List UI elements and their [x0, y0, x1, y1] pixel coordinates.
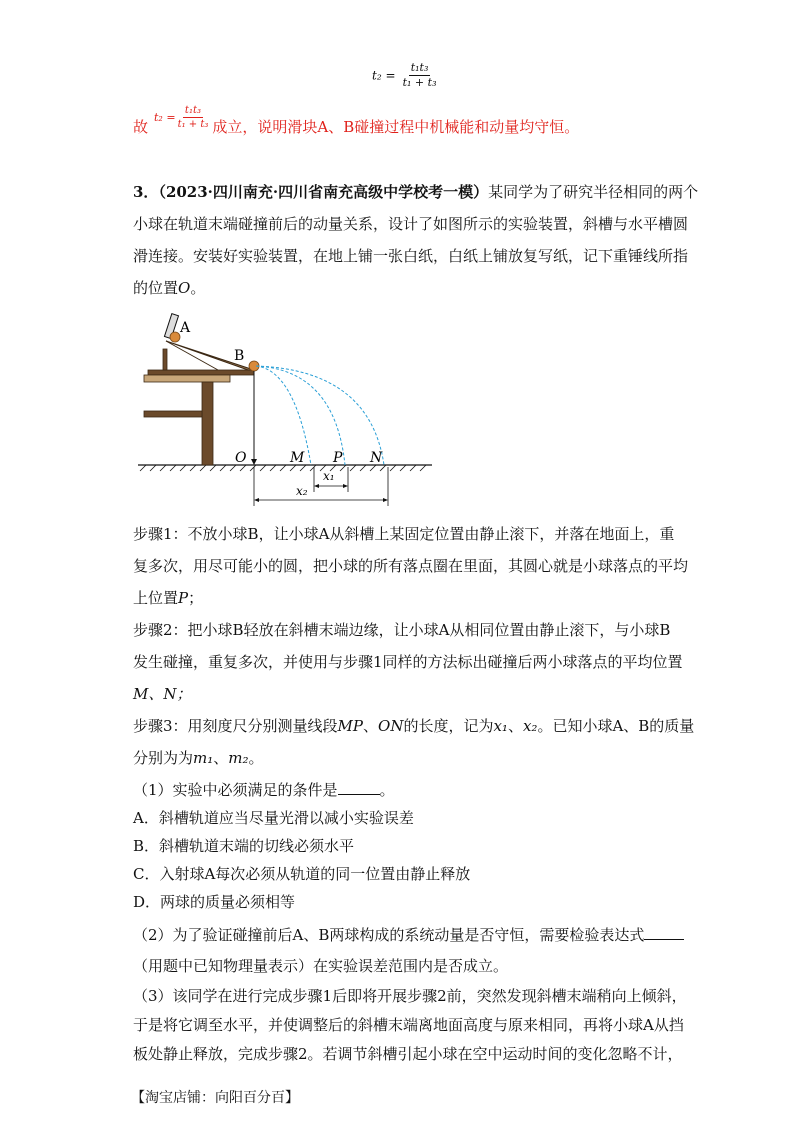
conclusion-fraction	[176, 105, 211, 130]
sub1-stem-text: （1）实验中必须满足的条件是	[133, 781, 338, 799]
option-B: B．斜槽轨道末端的切线必须水平	[133, 837, 355, 855]
step1-line2: 复多次，用尽可能小的圆，把小球的所有落点圈在里面，其圆心就是小球落点的平均	[133, 557, 689, 575]
question-intro-1: 某同学为了研究半径相同的两个	[488, 183, 699, 201]
step3-text-b: 的长度，记为	[403, 717, 494, 735]
step3-line1	[133, 716, 694, 736]
option-A: A．斜槽轨道应当尽量光滑以减小实验误差	[133, 809, 414, 827]
fraction-numerator: t₁t₃	[410, 61, 429, 74]
equation-lhs: t₂ =	[372, 68, 396, 83]
equation-t2	[372, 62, 438, 89]
conclusion-equation	[154, 105, 210, 130]
trajectories	[256, 366, 384, 465]
sub3-line1: （3）该同学在进行完成步骤1后即将开展步骤2前，突然发现斜槽末端稍向上倾斜，	[133, 987, 687, 1005]
step1-line1: 步骤1：不放小球B，让小球A从斜槽上某固定位置由静止滚下，并落在地面上，重	[133, 525, 675, 543]
label-N: N	[370, 450, 383, 466]
fraction-denominator: t₁ + t₃	[402, 76, 437, 89]
conclusion-line	[133, 105, 580, 136]
step3-sep-1: 、	[363, 717, 379, 735]
step3-line2	[133, 748, 264, 768]
var-x1: x₁	[493, 717, 508, 735]
question-intro-3: 滑连接。安装好实验装置，在地上铺一张白纸，白纸上铺放复写纸，记下重锤线所指	[133, 247, 689, 265]
question-header-line	[133, 182, 698, 202]
equation-fraction	[401, 62, 439, 89]
sub2-line1	[133, 925, 684, 945]
sub2-line1-text: （2）为了验证碰撞前后A、B两球构成的系统动量是否守恒，需要检验表达式	[133, 926, 645, 944]
question-intro-4	[133, 278, 205, 298]
question-intro-4-text: 的位置	[133, 279, 179, 297]
label-x1: x₁	[323, 469, 335, 483]
step1-line3	[133, 588, 203, 608]
step3-line2-end: 。	[248, 749, 264, 767]
option-D: D．两球的质量必须相等	[133, 893, 296, 911]
step3-sep-2: 、	[507, 717, 523, 735]
segment-ON: ON	[378, 717, 404, 735]
label-P: P	[333, 450, 343, 466]
step1-line3-end: ；	[188, 589, 204, 607]
trajectory-N	[256, 366, 384, 465]
sub3-line3: 板处静止释放，完成步骤2。若调节斜槽引起小球在空中运动时间的变化忽略不计，	[133, 1045, 683, 1063]
question-source: （2023·四川南充·四川省南充高级中学校考一模）	[158, 183, 489, 201]
step3-sep-3: 、	[213, 749, 229, 767]
step2-line2: 发生碰撞，重复多次，并使用与步骤1同样的方法标出碰撞后两小球落点的平均位置	[133, 653, 683, 671]
label-x2: x₂	[296, 484, 308, 498]
step2-line3: M、N；	[133, 685, 192, 703]
label-O: O	[235, 450, 247, 466]
conclusion-numerator: t₁t₃	[184, 105, 201, 116]
answer-blank-2[interactable]	[644, 925, 684, 940]
point-O-label: O	[178, 279, 191, 297]
var-m1: m₁	[193, 749, 214, 767]
question-number: 3．	[133, 183, 159, 201]
question-intro-2: 小球在轨道末端碰撞前后的动量关系，设计了如图所示的实验装置，斜槽与水平槽圆	[133, 215, 689, 233]
point-P-label: P	[178, 589, 189, 607]
step1-line3-text: 上位置	[133, 589, 179, 607]
sub3-line2: 于是将它调至水平，并使调整后的斜槽末端离地面高度与原来相同，再将小球A从挡	[133, 1016, 684, 1034]
step3-line2-text: 分别为为	[133, 749, 194, 767]
step3-text-c: 。已知小球A、B的质量	[537, 717, 695, 735]
experiment-figure	[130, 310, 440, 510]
answer-blank-1[interactable]	[338, 780, 380, 795]
ground-hatching	[140, 465, 426, 471]
var-m2: m₂	[228, 749, 249, 767]
conclusion-prefix: 故	[133, 118, 149, 136]
sub2-line2: （用题中已知物理量表示）在实验误差范围内是否成立。	[133, 957, 509, 975]
step2-line1: 步骤2：把小球B轻放在斜槽末端边缘，让小球A从相同位置由静止滚下，与小球B	[133, 621, 671, 639]
segment-MP: MP	[337, 717, 363, 735]
var-x2: x₂	[522, 717, 538, 735]
question-intro-end: 。	[190, 279, 206, 297]
ball-A	[170, 332, 180, 342]
sub1-stem	[133, 780, 395, 800]
step3-text-a: 步骤3：用刻度尺分别测量线段	[133, 717, 338, 735]
plumb-arrow	[251, 459, 257, 465]
footer-watermark: 【淘宝店铺：向阳百分百】	[131, 1090, 299, 1106]
conclusion-denominator: t₁ + t₃	[177, 119, 209, 130]
label-A: A	[180, 320, 191, 336]
option-C: C．入射球A每次必须从轨道的同一位置由静止释放	[133, 865, 471, 883]
label-B: B	[234, 348, 245, 364]
conclusion-text: 成立，说明滑块A、B碰撞过程中机械能和动量均守恒。	[212, 118, 580, 136]
conclusion-lhs: t₂ =	[154, 111, 176, 124]
label-M: M	[290, 450, 305, 466]
sub1-stem-end: 。	[379, 781, 395, 799]
